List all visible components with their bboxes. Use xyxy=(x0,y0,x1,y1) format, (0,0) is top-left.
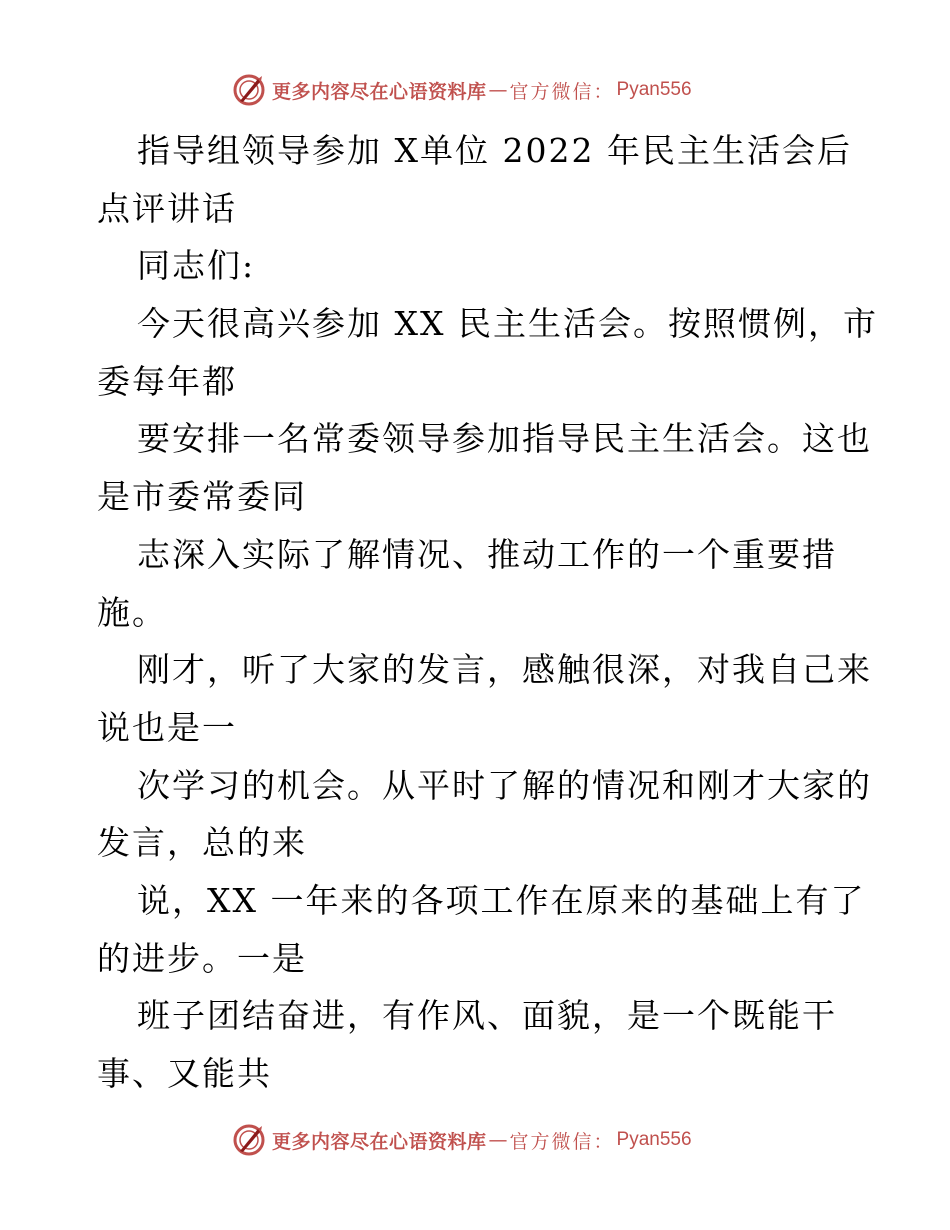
watermark-official-label: 官方微信： xyxy=(509,80,615,103)
paragraph-line: 刚才，听了大家的发言，感触很深，对我自己来 xyxy=(137,650,872,690)
paragraph-line: 是市委常委同 xyxy=(97,477,307,517)
red-quill-logo-icon xyxy=(232,73,266,107)
watermark-official-label: 官方微信： xyxy=(509,1130,615,1153)
watermark-dash: — xyxy=(488,1129,508,1151)
paragraph-line: 志深入实际了解情况、推动工作的一个重要措 xyxy=(137,534,837,574)
paragraph-line: 说也是一 xyxy=(97,707,237,747)
paragraph-line: 发言，总的来 xyxy=(97,823,307,863)
header-watermark xyxy=(232,72,692,108)
watermark-dash: — xyxy=(488,79,508,101)
paragraph-line: 说，XX 一年来的各项工作在原来的基础上有了 xyxy=(137,880,866,920)
red-quill-logo-icon xyxy=(232,1123,266,1157)
paragraph-line: 今天很高兴参加 XX 民主生活会。按照惯例，市 xyxy=(137,304,878,344)
watermark-wechat-id: Pyan556 xyxy=(616,79,692,100)
footer-watermark xyxy=(232,1122,692,1158)
paragraph-line: 施。 xyxy=(97,592,167,632)
document-title-line-2: 点评讲话 xyxy=(97,188,237,228)
paragraph-line: 的进步。一是 xyxy=(97,938,307,978)
paragraph-line: 要安排一名常委领导参加指导民主生活会。这也 xyxy=(137,419,872,459)
salutation: 同志们: xyxy=(137,246,256,286)
watermark-brand-text: 更多内容尽在心语资料库 xyxy=(272,80,487,103)
paragraph-line: 委每年都 xyxy=(97,361,237,401)
paragraph-line: 次学习的机会。从平时了解的情况和刚才大家的 xyxy=(137,765,872,805)
paragraph-line: 事、又能共 xyxy=(97,1054,272,1093)
document-body xyxy=(97,122,878,1103)
document-title-line-1: 指导组领导参加 X单位 2022 年民主生活会后 xyxy=(137,131,852,170)
watermark-wechat-id: Pyan556 xyxy=(616,1129,692,1150)
watermark-brand-text: 更多内容尽在心语资料库 xyxy=(272,1130,487,1153)
paragraph-line: 班子团结奋进，有作风、面貌，是一个既能干 xyxy=(137,996,837,1036)
